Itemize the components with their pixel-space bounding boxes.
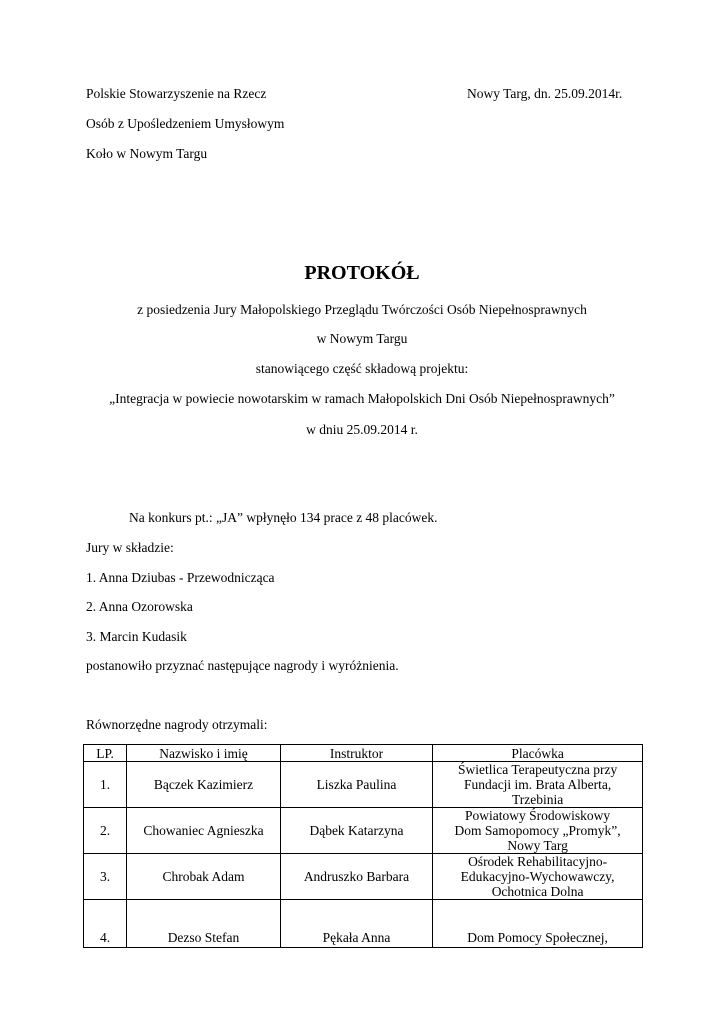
place-line: Świetlica Terapeutyczna przy [457,762,618,777]
table-header-row [84,745,643,762]
header-instructor: Instruktor [280,745,432,762]
place-line: Powiatowy Środowiskowy [465,808,611,823]
intro-paragraph: Na konkurs pt.: „JA” wpłynęło 134 prace z 48 placówek. [129,510,438,525]
row-instructor: Pękała Anna [280,900,432,948]
row-place [433,808,643,854]
row-name: Chrobak Adam [127,854,281,900]
place-line: Ochotnica Dolna [491,884,584,899]
subtitle-line-1: z posiedzenia Jury Małopolskiego Przeglądu Twórczości Osób Niepełnosprawnych [137,302,587,317]
jury-label: Jury w składzie: [86,540,174,555]
jury-decision: postanowiło przyznać następujące nagrody i wyróżnienia. [86,658,399,673]
row-name: Dezso Stefan [127,900,281,948]
row-place [433,900,643,948]
row-instructor: Andruszko Barbara [280,854,432,900]
row-name: Chowaniec Agnieszka [127,808,281,854]
row-instructor: Dąbek Katarzyna [280,808,432,854]
jury-member-2: 2. Anna Ozorowska [86,599,193,614]
prizes-label: Równorzędne nagrody otrzymali: [86,717,268,732]
org-name-line-1: Polskie Stowarzyszenie na Rzecz [86,86,267,101]
jury-member-1: 1. Anna Dziubas - Przewodnicząca [86,570,275,585]
row-lp: 3. [84,854,127,900]
table-row [84,808,643,854]
row-lp: 1. [84,762,127,808]
place-line: Nowy Targ [507,838,568,853]
place-line: Fundacji im. Brata Alberta, [463,777,612,792]
org-name-line-3: Koło w Nowym Targu [86,146,208,161]
row-instructor: Liszka Paulina [280,762,432,808]
org-name-line-2: Osób z Upośledzeniem Umysłowym [86,116,285,131]
header-name: Nazwisko i imię [127,745,281,762]
table-row [84,854,643,900]
place-line: Edukacyjno-Wychowawczy, [460,869,615,884]
subtitle-line-3: stanowiącego część składową projektu: [255,361,469,376]
table-row [84,900,643,948]
subtitle-line-2: w Nowym Targu [316,331,408,346]
row-lp: 4. [84,900,127,948]
document-title: PROTOKÓŁ [304,262,420,284]
place-line: Dom Pomocy Społecznej, [467,930,608,945]
subtitle-line-4: „Integracja w powiecie nowotarskim w ramach Małopolskich Dni Osób Niepełnosprawnych” [109,391,615,406]
place-date: Nowy Targ, dn. 25.09.2014r. [467,86,623,101]
header-place: Placówka [433,745,643,762]
row-name: Bączek Kazimierz [127,762,281,808]
jury-member-3: 3. Marcin Kudasik [86,629,187,644]
row-lp: 2. [84,808,127,854]
row-place [433,762,643,808]
place-line: Trzebinia [511,792,564,807]
table-row [84,762,643,808]
row-place [433,854,643,900]
prizes-table [83,744,643,948]
place-line: Dom Samopomocy „Promyk”, [454,823,621,838]
header-lp: LP. [84,745,127,762]
subtitle-line-5: w dniu 25.09.2014 r. [306,422,418,437]
place-line: Ośrodek Rehabilitacyjno- [468,854,608,869]
